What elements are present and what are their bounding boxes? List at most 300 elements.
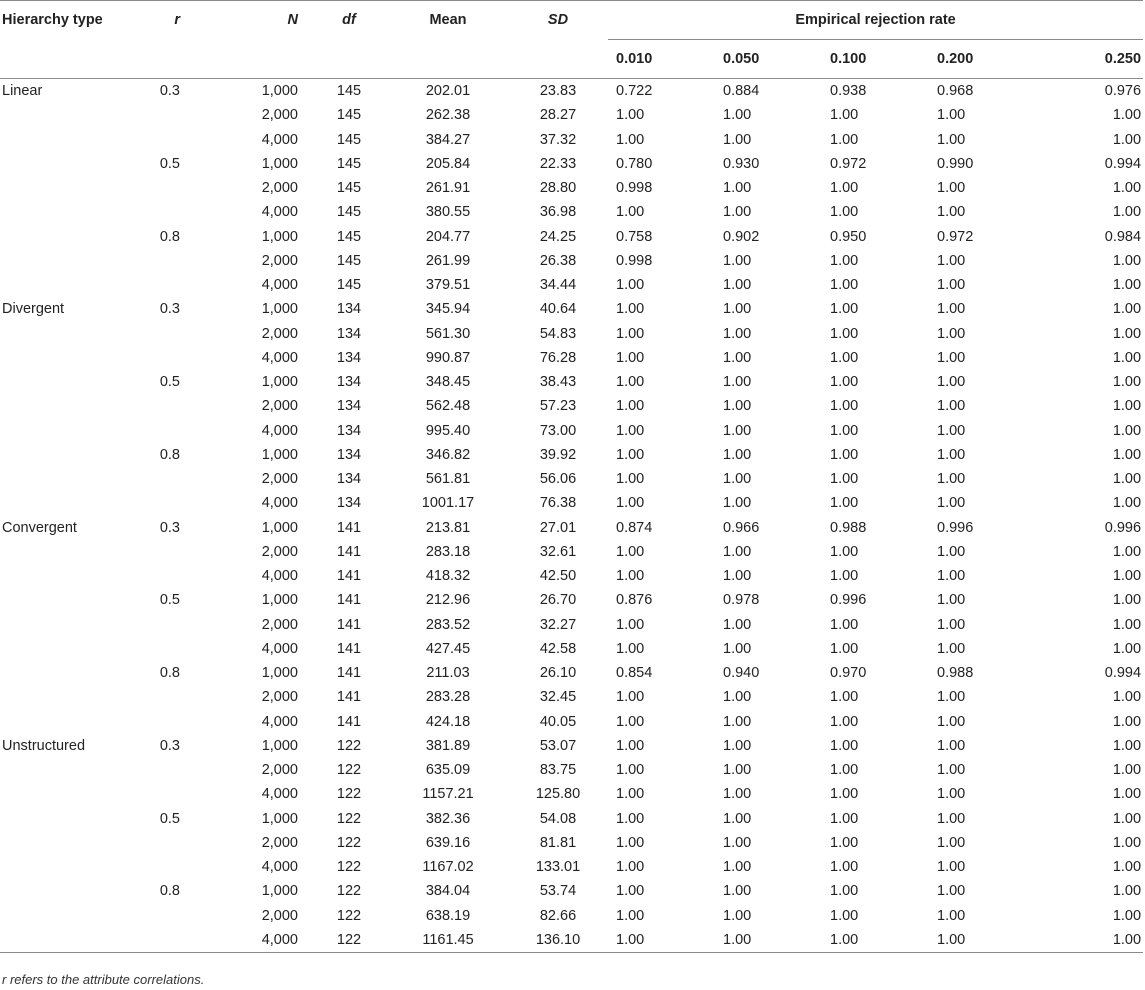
cell-sd: 83.75 (539, 762, 577, 779)
cell-sd: 133.01 (535, 859, 581, 876)
cell-rate-3: 0.996 (937, 519, 974, 536)
table-row (0, 734, 1143, 758)
cell-mean: 1001.17 (421, 495, 475, 512)
cell-r (110, 273, 210, 297)
table-row (0, 273, 1143, 297)
cell-n: 2,000 (261, 834, 298, 851)
cell-rate-4: 0.996 (1104, 519, 1142, 536)
cell-rate-0: 0.780 (616, 155, 653, 172)
cell-hierarchy-type (0, 855, 110, 879)
cell-rate-4: 1.00 (1112, 131, 1142, 148)
cell-sd: 81.81 (539, 834, 577, 851)
table-row (0, 491, 1143, 515)
cell-sd: 23.83 (539, 83, 577, 100)
cell-mean: 639.16 (425, 834, 471, 851)
cell-hierarchy-type (0, 419, 110, 443)
header-n: N (210, 1, 310, 40)
cell-n: 4,000 (261, 204, 298, 221)
cell-n: 1,000 (261, 665, 298, 682)
table-row (0, 346, 1143, 370)
cell-rate-3: 1.00 (937, 398, 966, 415)
cell-sd: 32.27 (539, 616, 577, 633)
cell-hierarchy-type (0, 103, 110, 127)
cell-rate-0: 1.00 (616, 786, 645, 803)
cell-rate-4: 1.00 (1112, 907, 1142, 924)
cell-df: 134 (336, 301, 362, 318)
cell-rate-1: 1.00 (723, 640, 752, 657)
cell-sd: 24.25 (539, 228, 577, 245)
cell-mean: 283.18 (425, 543, 471, 560)
cell-r: 0.5 (159, 592, 180, 609)
cell-df: 145 (336, 83, 362, 100)
cell-mean: 995.40 (425, 422, 471, 439)
table-row (0, 928, 1143, 953)
table-row (0, 152, 1143, 176)
cell-mean: 424.18 (425, 713, 471, 730)
cell-rate-4: 1.00 (1036, 928, 1143, 953)
cell-hierarchy-type (0, 685, 110, 709)
cell-rate-1: 1.00 (723, 446, 752, 463)
cell-r (110, 613, 210, 637)
cell-r (110, 128, 210, 152)
cell-hierarchy-type (0, 588, 110, 612)
header-df: df (310, 1, 388, 40)
cell-rate-0: 1.00 (616, 640, 645, 657)
cell-rate-0: 1.00 (616, 834, 645, 851)
cell-mean: 635.09 (425, 762, 471, 779)
cell-rate-4: 1.00 (1112, 762, 1142, 779)
cell-hierarchy-type (0, 807, 110, 831)
cell-mean: 261.91 (425, 180, 471, 197)
cell-rate-4: 1.00 (1112, 883, 1142, 900)
cell-rate-2: 1.00 (830, 277, 859, 294)
cell-rate-0: 0.876 (616, 592, 653, 609)
cell-rate-2: 0.988 (830, 519, 867, 536)
table-row (0, 443, 1143, 467)
header-mean: Mean (388, 1, 508, 40)
cell-rate-2: 1.00 (830, 422, 859, 439)
cell-rate-2: 1.00 (830, 252, 859, 269)
cell-rate-3: 0.968 (937, 83, 974, 100)
cell-rate-4: 1.00 (1112, 689, 1142, 706)
header-empirical-rejection-rate: Empirical rejection rate (608, 1, 1143, 40)
cell-n: 1,000 (261, 446, 298, 463)
cell-rate-3: 1.00 (937, 204, 966, 221)
cell-n: 4,000 (210, 928, 310, 953)
cell-rate-3: 1.00 (937, 859, 966, 876)
cell-sd: 57.23 (539, 398, 577, 415)
cell-n: 4,000 (261, 495, 298, 512)
table-row (0, 831, 1143, 855)
cell-rate-0: 1.00 (616, 616, 645, 633)
cell-sd: 34.44 (539, 277, 577, 294)
cell-rate-1: 1.00 (723, 252, 752, 269)
cell-n: 2,000 (261, 398, 298, 415)
cell-rate-1: 1.00 (723, 495, 752, 512)
cell-rate-4: 0.994 (1104, 155, 1142, 172)
cell-mean: 379.51 (425, 277, 471, 294)
cell-df: 141 (336, 519, 362, 536)
cell-mean: 202.01 (425, 83, 471, 100)
header-r: r (110, 1, 210, 40)
cell-rate-3: 1.00 (937, 107, 966, 124)
cell-rate-4: 1.00 (1112, 349, 1142, 366)
cell-r: 0.5 (159, 374, 180, 391)
cell-sd: 73.00 (539, 422, 577, 439)
header-alpha-4: 0.250 (1104, 51, 1142, 67)
cell-mean: 348.45 (425, 374, 471, 391)
cell-rate-3: 1.00 (937, 277, 966, 294)
cell-r (110, 758, 210, 782)
cell-rate-1: 0.978 (723, 592, 760, 609)
cell-df: 122 (336, 737, 362, 754)
cell-n: 1,000 (261, 155, 298, 172)
cell-rate-3: 1.00 (937, 762, 966, 779)
cell-hierarchy-type (0, 225, 110, 249)
cell-rate-1: 1.00 (723, 834, 752, 851)
header-sd: SD (508, 1, 608, 40)
cell-rate-1: 1.00 (723, 859, 752, 876)
cell-rate-1: 0.966 (723, 519, 760, 536)
cell-mean: 561.30 (425, 325, 471, 342)
cell-r (110, 176, 210, 200)
cell-r: 0.3 (159, 737, 180, 754)
cell-r (110, 904, 210, 928)
cell-hierarchy-type: Convergent (2, 519, 77, 536)
cell-rate-2: 1.00 (830, 301, 859, 318)
cell-r (110, 855, 210, 879)
cell-rate-4: 0.976 (1104, 83, 1142, 100)
cell-n: 4,000 (261, 131, 298, 148)
cell-r (110, 710, 210, 734)
cell-rate-2: 0.970 (830, 665, 867, 682)
cell-n: 4,000 (261, 859, 298, 876)
cell-df: 145 (336, 107, 362, 124)
cell-rate-1: 0.940 (723, 665, 760, 682)
cell-rate-3: 1.00 (937, 495, 966, 512)
cell-rate-0: 1.00 (616, 543, 645, 560)
cell-sd: 22.33 (539, 155, 577, 172)
cell-r (110, 831, 210, 855)
cell-rate-0: 1.00 (616, 398, 645, 415)
cell-r: 0.8 (159, 446, 180, 463)
cell-hierarchy-type (0, 928, 110, 953)
cell-sd: 76.38 (539, 495, 577, 512)
cell-hierarchy-type (0, 467, 110, 491)
cell-rate-1: 1.00 (723, 374, 752, 391)
cell-rate-3: 1.00 (937, 834, 966, 851)
cell-r (110, 322, 210, 346)
cell-mean: 381.89 (425, 737, 471, 754)
cell-hierarchy-type (0, 831, 110, 855)
cell-r (110, 928, 210, 953)
cell-rate-2: 0.938 (830, 83, 867, 100)
cell-mean: 205.84 (425, 155, 471, 172)
cell-rate-2: 1.00 (830, 543, 859, 560)
cell-hierarchy-type (0, 249, 110, 273)
cell-df: 145 (336, 277, 362, 294)
cell-rate-3: 0.988 (937, 665, 974, 682)
cell-sd: 53.74 (539, 883, 577, 900)
table-row (0, 540, 1143, 564)
cell-rate-0: 0.722 (616, 83, 653, 100)
cell-mean: 211.03 (426, 665, 470, 682)
cell-mean: 418.32 (425, 568, 471, 585)
table-row (0, 685, 1143, 709)
cell-rate-1: 1.00 (715, 928, 822, 953)
cell-n: 2,000 (261, 180, 298, 197)
cell-mean: 204.77 (425, 228, 471, 245)
table-row (0, 297, 1143, 321)
cell-hierarchy-type (0, 710, 110, 734)
cell-mean: 283.52 (425, 616, 471, 633)
cell-df: 134 (336, 471, 362, 488)
cell-sd: 76.28 (539, 349, 577, 366)
cell-rate-0: 1.00 (616, 471, 645, 488)
cell-hierarchy-type: Linear (2, 83, 43, 100)
cell-n: 1,000 (261, 519, 298, 536)
cell-mean: 212.96 (425, 592, 471, 609)
cell-rate-3: 1.00 (929, 928, 1036, 953)
table-row (0, 807, 1143, 831)
cell-sd: 40.05 (539, 713, 577, 730)
cell-rate-4: 1.00 (1112, 834, 1142, 851)
cell-rate-3: 1.00 (937, 543, 966, 560)
cell-rate-3: 0.972 (937, 228, 974, 245)
cell-rate-4: 1.00 (1112, 786, 1142, 803)
table-row (0, 661, 1143, 685)
cell-r (110, 540, 210, 564)
table-row (0, 637, 1143, 661)
table-header (0, 1, 1143, 79)
cell-rate-4: 1.00 (1112, 592, 1142, 609)
cell-rate-0: 1.00 (616, 446, 645, 463)
cell-n: 1,000 (261, 374, 298, 391)
cell-df: 145 (336, 204, 362, 221)
cell-hierarchy-type (0, 152, 110, 176)
cell-df: 141 (336, 568, 362, 585)
cell-r (110, 394, 210, 418)
cell-rate-2: 1.00 (830, 762, 859, 779)
cell-hierarchy-type (0, 200, 110, 224)
cell-rate-3: 1.00 (937, 568, 966, 585)
table-row (0, 904, 1143, 928)
cell-r (110, 103, 210, 127)
cell-rate-4: 1.00 (1112, 713, 1142, 730)
cell-rate-3: 1.00 (937, 422, 966, 439)
cell-mean: 1167.02 (422, 859, 474, 876)
cell-df: 141 (336, 713, 362, 730)
cell-rate-2: 0.950 (830, 228, 867, 245)
cell-rate-4: 1.00 (1112, 325, 1142, 342)
cell-hierarchy-type (0, 491, 110, 515)
cell-r: 0.5 (159, 810, 180, 827)
cell-df: 145 (336, 155, 362, 172)
cell-mean: 283.28 (425, 689, 471, 706)
cell-mean: 638.19 (425, 907, 471, 924)
cell-rate-1: 0.902 (723, 228, 760, 245)
cell-rate-2: 1.00 (830, 859, 859, 876)
cell-rate-1: 1.00 (723, 786, 752, 803)
cell-hierarchy-type: Unstructured (2, 737, 86, 754)
cell-hierarchy-type (0, 322, 110, 346)
cell-r (110, 346, 210, 370)
cell-sd: 82.66 (539, 907, 577, 924)
cell-rate-0: 1.00 (616, 204, 645, 221)
cell-rate-4: 1.00 (1112, 301, 1142, 318)
cell-r: 0.8 (159, 228, 180, 245)
cell-rate-4: 1.00 (1112, 107, 1142, 124)
table-row (0, 879, 1143, 903)
cell-rate-4: 1.00 (1112, 640, 1142, 657)
cell-sd: 27.01 (539, 519, 577, 536)
cell-mean: 382.36 (425, 810, 471, 827)
cell-rate-0: 0.758 (616, 228, 653, 245)
cell-df: 122 (336, 859, 362, 876)
cell-df: 134 (336, 495, 362, 512)
cell-rate-4: 1.00 (1112, 204, 1142, 221)
cell-rate-4: 1.00 (1112, 252, 1142, 269)
header-alpha-3: 0.200 (937, 51, 974, 67)
cell-r (110, 637, 210, 661)
cell-rate-2: 1.00 (830, 374, 859, 391)
cell-rate-0: 1.00 (616, 374, 645, 391)
cell-n: 4,000 (261, 422, 298, 439)
cell-rate-0: 1.00 (616, 713, 645, 730)
cell-sd: 125.80 (535, 786, 581, 803)
header-alpha-0: 0.010 (616, 51, 653, 67)
cell-sd: 42.50 (539, 568, 577, 585)
cell-hierarchy-type (0, 613, 110, 637)
table-row (0, 103, 1143, 127)
cell-df: 141 (336, 543, 362, 560)
table-row (0, 613, 1143, 637)
cell-rate-2: 1.00 (830, 349, 859, 366)
table-row (0, 710, 1143, 734)
cell-n: 2,000 (261, 689, 298, 706)
cell-df: 122 (336, 907, 362, 924)
cell-sd: 56.06 (539, 471, 577, 488)
cell-r: 0.3 (159, 83, 180, 100)
cell-n: 1,000 (261, 737, 298, 754)
header-alpha-2: 0.100 (830, 51, 867, 67)
cell-rate-3: 1.00 (937, 446, 966, 463)
cell-rate-1: 0.930 (723, 155, 760, 172)
cell-rate-0: 1.00 (616, 762, 645, 779)
cell-rate-0: 1.00 (616, 301, 645, 318)
cell-rate-2: 1.00 (830, 907, 859, 924)
cell-mean: 261.99 (425, 252, 471, 269)
table-row (0, 782, 1143, 806)
cell-df: 141 (336, 640, 362, 657)
cell-hierarchy-type (0, 904, 110, 928)
cell-r: 0.8 (159, 665, 180, 682)
cell-rate-1: 1.00 (723, 616, 752, 633)
cell-sd: 32.61 (539, 543, 577, 560)
cell-df: 141 (336, 592, 362, 609)
cell-n: 2,000 (261, 325, 298, 342)
cell-rate-3: 1.00 (937, 883, 966, 900)
cell-df: 134 (336, 374, 362, 391)
cell-hierarchy-type (0, 782, 110, 806)
cell-rate-3: 1.00 (937, 180, 966, 197)
cell-df: 134 (336, 325, 362, 342)
cell-rate-4: 1.00 (1112, 446, 1142, 463)
cell-sd: 53.07 (539, 737, 577, 754)
cell-n: 2,000 (261, 762, 298, 779)
cell-sd: 38.43 (539, 374, 577, 391)
cell-rate-1: 1.00 (723, 349, 752, 366)
table-row (0, 79, 1143, 104)
cell-r: 0.8 (159, 883, 180, 900)
cell-rate-1: 1.00 (723, 568, 752, 585)
table-row (0, 516, 1143, 540)
cell-hierarchy-type (0, 661, 110, 685)
cell-rate-3: 1.00 (937, 689, 966, 706)
cell-r (110, 249, 210, 273)
cell-rate-1: 1.00 (723, 471, 752, 488)
cell-mean: 384.27 (425, 131, 471, 148)
cell-sd: 37.32 (539, 131, 577, 148)
cell-rate-2: 1.00 (830, 640, 859, 657)
table-footnote: r refers to the attribute correlations. (2, 972, 205, 987)
cell-r (110, 685, 210, 709)
cell-rate-3: 1.00 (937, 349, 966, 366)
cell-df: 141 (336, 616, 362, 633)
cell-n: 1,000 (261, 592, 298, 609)
cell-rate-4: 1.00 (1112, 277, 1142, 294)
cell-sd: 28.27 (539, 107, 577, 124)
cell-df: 145 (336, 228, 362, 245)
cell-rate-2: 1.00 (830, 398, 859, 415)
cell-rate-4: 1.00 (1112, 422, 1142, 439)
cell-df: 134 (336, 398, 362, 415)
cell-rate-2: 1.00 (830, 616, 859, 633)
cell-sd: 32.45 (539, 689, 577, 706)
cell-hierarchy-type (0, 540, 110, 564)
cell-df: 134 (336, 446, 362, 463)
cell-sd: 39.92 (539, 446, 577, 463)
table-row (0, 225, 1143, 249)
cell-mean: 427.45 (425, 640, 471, 657)
cell-n: 4,000 (261, 786, 298, 803)
cell-mean: 1161.45 (388, 928, 508, 953)
cell-rate-4: 1.00 (1112, 374, 1142, 391)
cell-rate-2: 1.00 (830, 713, 859, 730)
cell-hierarchy-type: Divergent (2, 301, 65, 318)
header-hierarchy-type: Hierarchy type (0, 1, 110, 40)
table-row (0, 467, 1143, 491)
cell-rate-1: 1.00 (723, 713, 752, 730)
cell-rate-3: 1.00 (937, 713, 966, 730)
cell-df: 122 (336, 883, 362, 900)
cell-rate-2: 1.00 (830, 689, 859, 706)
cell-df: 122 (336, 810, 362, 827)
cell-df: 145 (336, 180, 362, 197)
cell-rate-1: 1.00 (723, 107, 752, 124)
cell-rate-0: 1.00 (616, 568, 645, 585)
cell-n: 2,000 (261, 252, 298, 269)
table-body (0, 79, 1143, 953)
cell-rate-0: 0.998 (616, 252, 653, 269)
cell-sd: 26.38 (539, 252, 577, 269)
cell-sd: 26.70 (539, 592, 577, 609)
cell-rate-1: 1.00 (723, 325, 752, 342)
cell-rate-2: 1.00 (830, 107, 859, 124)
cell-rate-1: 1.00 (723, 543, 752, 560)
cell-rate-4: 1.00 (1112, 495, 1142, 512)
cell-rate-1: 1.00 (723, 301, 752, 318)
